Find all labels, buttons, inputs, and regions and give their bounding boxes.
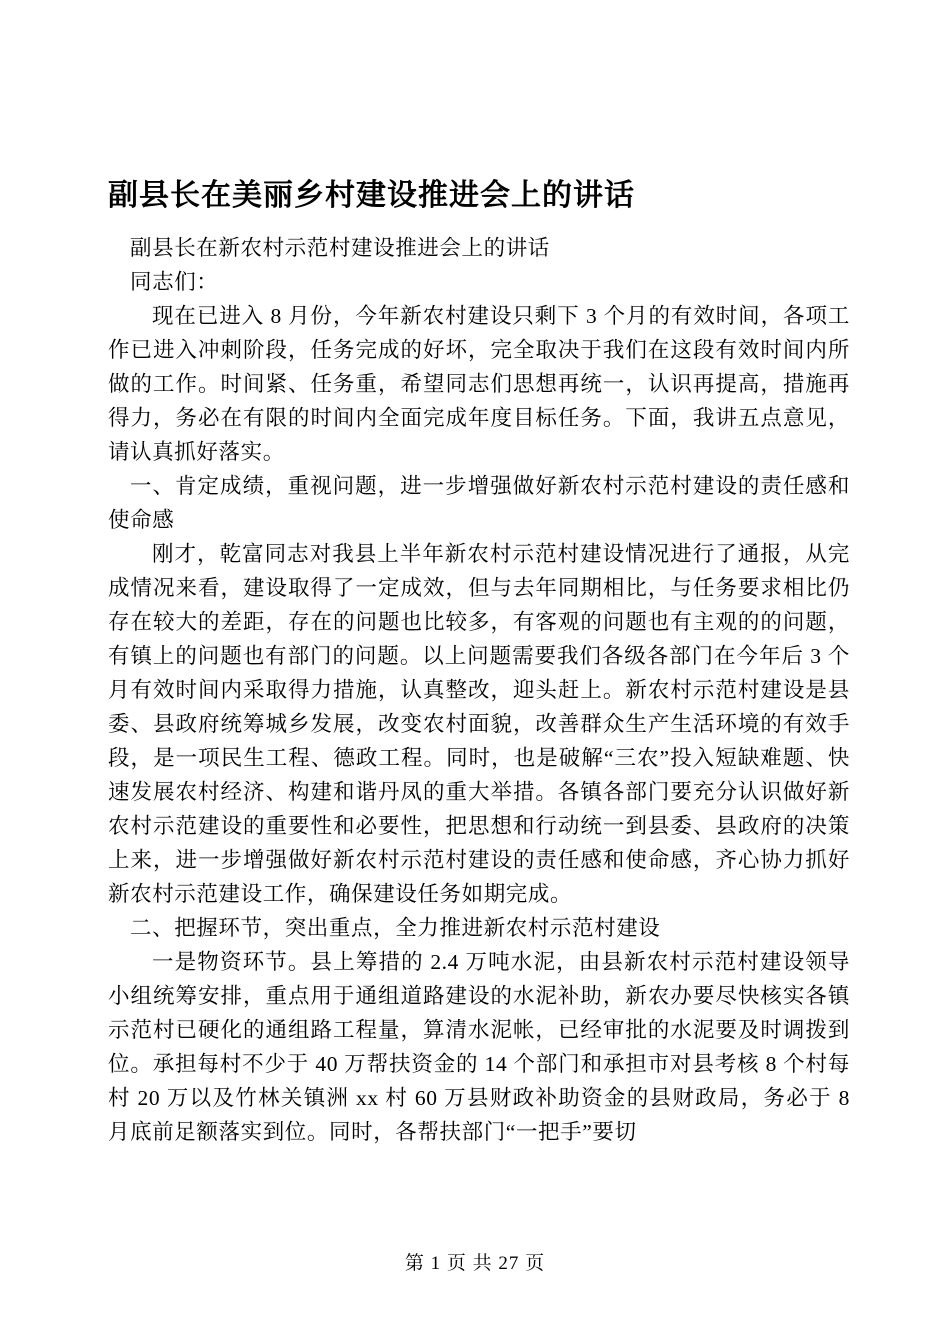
paragraph-body-1: 现在已进入 8 月份，今年新农村建设只剩下 3 个月的有效时间，各项工作已进入冲刺阶段，任务完成的好坏，完全取决于我们在这段有效时间内所做的工作。时间紧、任务重，希望同志们思想再统一，认识再提高，措施再得力，务必在有限的时间内全面完成年度目标任务。下面，我讲五点意见，请认真抓好落实。 [108, 304, 850, 464]
document-body [108, 176, 850, 1149]
paragraph-heading-1: 一、肯定成绩，重视问题，进一步增强做好新农村示范村建设的责任感和使命感 [108, 474, 850, 532]
page-footer [0, 1248, 950, 1275]
paragraph-heading-2: 二、把握环节，突出重点，全力推进新农村示范村建设 [130, 916, 661, 940]
page-number: 第 1 页 共 27 页 [404, 1253, 546, 1274]
paragraph-body-3: 一是物资环节。县上筹措的 2.4 万吨水泥，由县新农村示范村建设领导小组统筹安排，重点用于通组道路建设的水泥补助，新农办要尽快核实各镇示范村已硬化的通组路工程量，算清水泥帐，已经审批的水泥要及时调拨到位。承担每村不少于 40 万帮扶资金的 14 个部门和承担市对县考核 8 个村每村 20 万以及竹林关镇洲 xx 村 60 万县财政补助资金的县财政局，务必于 8 月底前足额落实到位。同时，各帮扶部门“一把手”要切 [108, 950, 850, 1144]
paragraph-subtitle: 副县长在新农村示范村建设推进会上的讲话 [130, 236, 550, 260]
page-title: 副县长在美丽乡村建设推进会上的讲话 [108, 179, 635, 212]
paragraph-salutation: 同志们： [130, 270, 219, 294]
paragraph-body-2: 刚才，乾富同志对我县上半年新农村示范村建设情况进行了通报，从完成情况来看，建设取得了一定成效，但与去年同期相比，与任务要求相比仍存在较大的差距，存在的问题也比较多，有客观的问题也有主观的的问题，有镇上的问题也有部门的问题。以上问题需要我们各级各部门在今年后 3 个月有效时间内采取得力措施，认真整改，迎头赶上。新农村示范村建设是县委、县政府统筹城乡发展，改变农村面貌，改善群众生产生活环境的有效手段，是一项民生工程、德政工程。同时，也是破解“三农”投入短缺难题、快速发展农村经济、构建和谐丹凤的重大举措。各镇各部门要充分认识做好新农村示范建设的重要性和必要性，把思想和行动统一到县委、县政府的决策上来，进一步增强做好新农村示范村建设的责任感和使命感，齐心协力抓好新农村示范建设工作，确保建设任务如期完成。 [108, 542, 850, 906]
